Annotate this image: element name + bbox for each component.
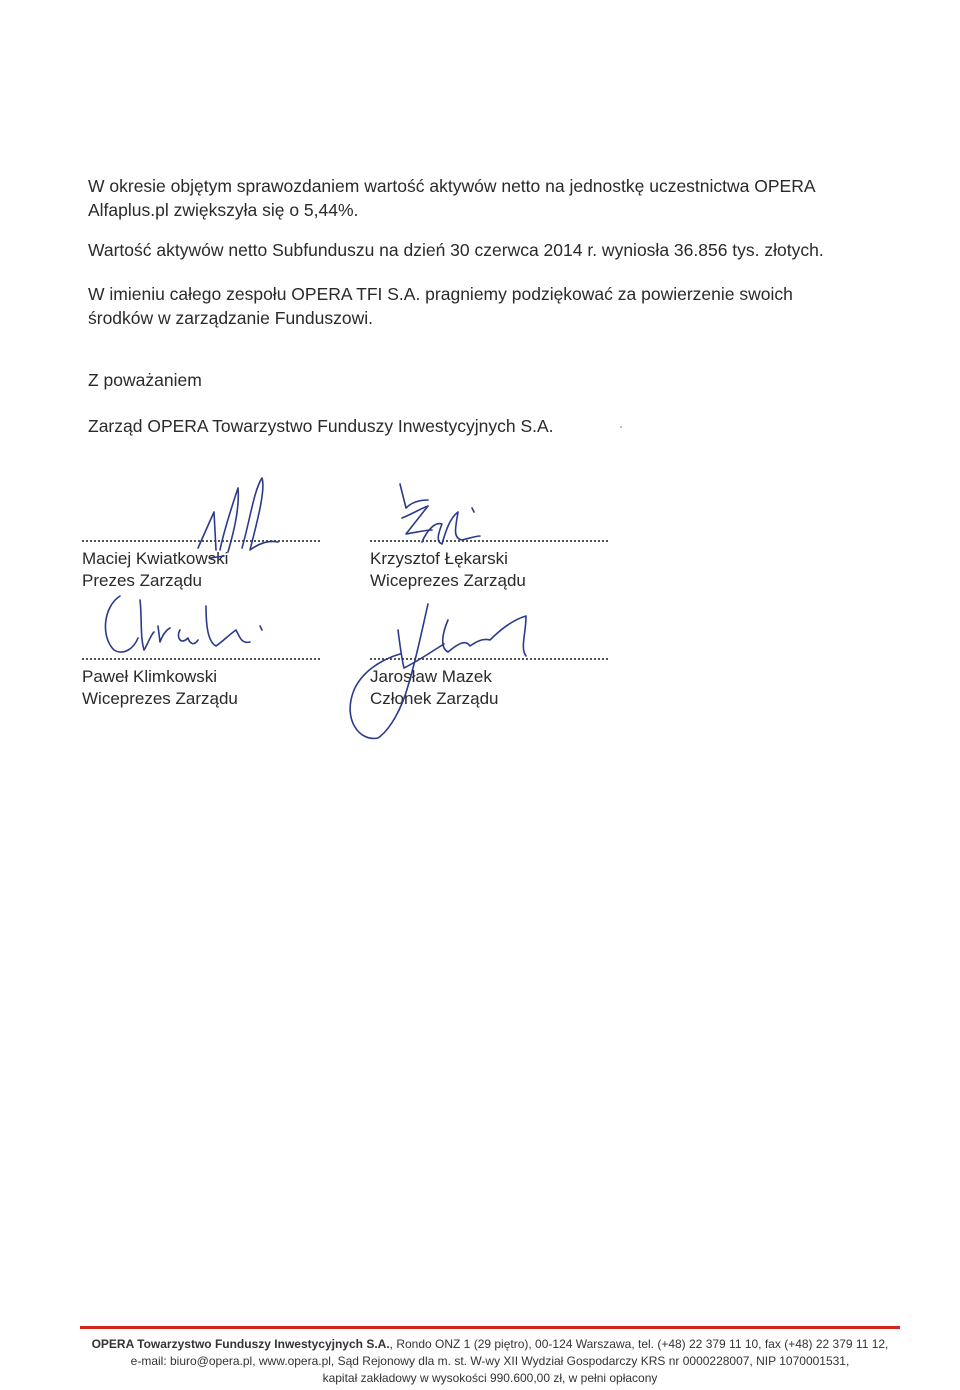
handwritten-signature-2 [392,478,492,578]
closing-salutation: Z poważaniem [88,370,202,390]
signatory-name: Maciej Kwiatkowski [82,549,229,568]
signatory-name: Krzysztof Łękarski [370,549,508,568]
footer-address: , Rondo ONZ 1 (29 piętro), 00-124 Warszawa, tel. (+48) 22 379 11 10, fax (+48) 22 379 11 12, [389,1337,889,1351]
footer-company-name: OPERA Towarzystwo Funduszy Inwestycyjnych S.A. [91,1337,390,1351]
signatory-role: Wiceprezes Zarządu [370,571,526,590]
signatory-role: Wiceprezes Zarządu [82,689,238,708]
paragraph-unit-value: W okresie objętym sprawozdaniem wartość aktywów netto na jednostkę uczestnictwa OPERA Alfaplus.pl zwiększyła się o 5,44%. [88,176,815,220]
paragraph-thanks: W imieniu całego zespołu OPERA TFI S.A. pragniemy podziękować za powierzenie swoich środków w zarządzanie Funduszowi. [88,284,793,328]
signatory-name: Paweł Klimkowski [82,667,218,686]
board-name: Zarząd OPERA Towarzystwo Funduszy Inwestycyjnych S.A. [88,416,554,436]
handwritten-signature-3 [90,586,280,666]
scan-speck [620,426,622,428]
company-footer [70,1336,910,1387]
paragraph-net-assets: Wartość aktywów netto Subfunduszu na dzień 30 czerwca 2014 r. wyniosła 36.856 tys. złotych. [88,240,824,260]
handwritten-signature-1 [180,470,290,580]
handwritten-signature-4 [330,590,560,750]
signatory-name: Jarosław Mazek [370,667,492,686]
signatory-role: Członek Zarządu [370,689,499,708]
footer-line-3: kapitał zakładowy w wysokości 990.600,00 zł, w pełni opłacony [322,1371,658,1385]
signatory-role: Prezes Zarządu [82,571,202,590]
footer-line-1 [70,1336,910,1353]
footer-line-2: e-mail: biuro@opera.pl, www.opera.pl, Sąd Rejonowy dla m. st. W-wy XII Wydział Gospodarczy KRS nr 0000228007, NIP 1070001531, [130,1354,850,1368]
footer-rule [80,1326,900,1329]
